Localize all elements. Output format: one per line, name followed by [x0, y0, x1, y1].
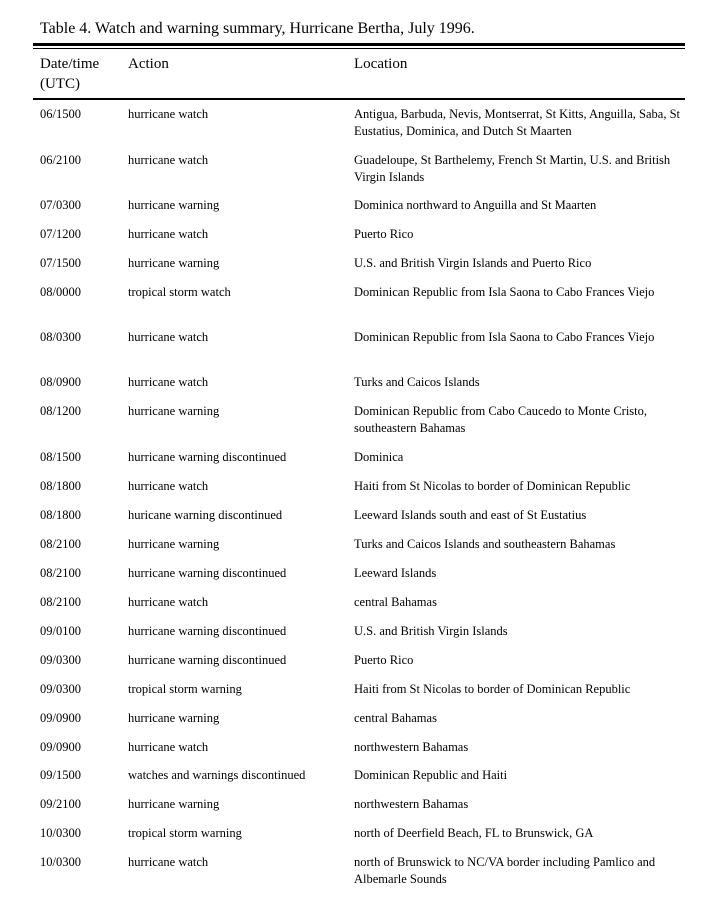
- cell-location: Dominica: [354, 450, 404, 464]
- cell-location: northwestern Bahamas: [354, 797, 469, 811]
- cell-location: Guadeloupe, St Barthelemy, French St Martin, U.S. and British Virgin Islands: [354, 153, 671, 184]
- cell-datetime: 09/0900: [40, 711, 81, 725]
- cell-datetime: 09/0100: [40, 624, 81, 638]
- cell-location: Puerto Rico: [354, 653, 414, 667]
- header-location: Location: [354, 56, 408, 72]
- cell-location: Dominican Republic from Isla Saona to Cabo Frances Viejo: [354, 285, 655, 299]
- cell-datetime: 09/0300: [40, 682, 81, 696]
- cell-action: hurricane watch: [128, 227, 209, 241]
- table-title: Table 4. Watch and warning summary, Hurricane Bertha, July 1996.: [40, 20, 475, 37]
- cell-action: huricane warning discontinued: [128, 508, 283, 522]
- cell-datetime: 09/1500: [40, 768, 81, 782]
- cell-action: tropical storm warning: [128, 826, 242, 840]
- cell-location: Turks and Caicos Islands: [354, 375, 480, 389]
- cell-datetime: 08/2100: [40, 595, 81, 609]
- cell-location: U.S. and British Virgin Islands: [354, 624, 508, 638]
- cell-datetime: 08/2100: [40, 537, 81, 551]
- cell-datetime: 06/2100: [40, 153, 81, 167]
- cell-datetime: 08/1200: [40, 404, 81, 418]
- cell-action: hurricane watch: [128, 479, 209, 493]
- cell-action: hurricane watch: [128, 330, 209, 344]
- cell-action: hurricane warning discontinued: [128, 450, 287, 464]
- cell-datetime: 09/0900: [40, 740, 81, 754]
- cell-datetime: 09/0300: [40, 653, 81, 667]
- cell-action: hurricane warning discontinued: [128, 653, 287, 667]
- cell-location: Puerto Rico: [354, 227, 414, 241]
- header-action: Action: [128, 56, 169, 72]
- cell-action: hurricane warning: [128, 404, 220, 418]
- cell-action: tropical storm watch: [128, 285, 231, 299]
- cell-location: north of Brunswick to NC/VA border including Pamlico and Albemarle Sounds: [354, 855, 656, 886]
- cell-datetime: 10/0300: [40, 826, 81, 840]
- cell-action: hurricane warning: [128, 537, 220, 551]
- cell-action: hurricane watch: [128, 375, 209, 389]
- cell-location: Leeward Islands: [354, 566, 437, 580]
- cell-action: watches and warnings discontinued: [128, 768, 306, 782]
- cell-action: hurricane warning: [128, 711, 220, 725]
- cell-action: hurricane warning: [128, 198, 220, 212]
- cell-location: Dominican Republic from Cabo Caucedo to Monte Cristo, southeastern Bahamas: [354, 404, 648, 435]
- cell-datetime: 08/2100: [40, 566, 81, 580]
- cell-location: north of Deerfield Beach, FL to Brunswick, GA: [354, 826, 594, 840]
- cell-location: Antigua, Barbuda, Nevis, Montserrat, St Kitts, Anguilla, Saba, St Eustatius, Dominica, and Dutch St Maarten: [354, 107, 681, 138]
- cell-action: hurricane watch: [128, 595, 209, 609]
- cell-location: Dominican Republic and Haiti: [354, 768, 508, 782]
- cell-datetime: 07/1200: [40, 227, 81, 241]
- cell-datetime: 09/2100: [40, 797, 81, 811]
- cell-location: central Bahamas: [354, 595, 437, 609]
- cell-action: hurricane warning discontinued: [128, 566, 287, 580]
- cell-action: hurricane watch: [128, 855, 209, 869]
- cell-location: Dominican Republic from Isla Saona to Cabo Frances Viejo: [354, 330, 655, 344]
- cell-action: tropical storm warning: [128, 682, 242, 696]
- cell-location: central Bahamas: [354, 711, 437, 725]
- cell-location: northwestern Bahamas: [354, 740, 469, 754]
- cell-action: hurricane watch: [128, 107, 209, 121]
- cell-datetime: 06/1500: [40, 107, 81, 121]
- cell-datetime: 08/1800: [40, 508, 81, 522]
- cell-action: hurricane warning: [128, 256, 220, 270]
- cell-location: Dominica northward to Anguilla and St Maarten: [354, 198, 597, 212]
- cell-action: hurricane warning: [128, 797, 220, 811]
- cell-location: Haiti from St Nicolas to border of Dominican Republic: [354, 682, 631, 696]
- cell-datetime: 08/1800: [40, 479, 81, 493]
- cell-datetime: 08/0300: [40, 330, 81, 344]
- cell-location: Haiti from St Nicolas to border of Dominican Republic: [354, 479, 631, 493]
- cell-action: hurricane warning discontinued: [128, 624, 287, 638]
- cell-datetime: 08/0900: [40, 375, 81, 389]
- cell-action: hurricane watch: [128, 740, 209, 754]
- cell-location: U.S. and British Virgin Islands and Puerto Rico: [354, 256, 592, 270]
- cell-datetime: 08/1500: [40, 450, 81, 464]
- cell-location: Leeward Islands south and east of St Eustatius: [354, 508, 587, 522]
- header-datetime-line1: Date/time: [40, 56, 100, 72]
- header-datetime-line2: (UTC): [40, 76, 80, 92]
- cell-datetime: 07/1500: [40, 256, 81, 270]
- cell-action: hurricane watch: [128, 153, 209, 167]
- cell-location: Turks and Caicos Islands and southeastern Bahamas: [354, 537, 616, 551]
- cell-datetime: 10/0300: [40, 855, 81, 869]
- cell-datetime: 07/0300: [40, 198, 81, 212]
- cell-datetime: 08/0000: [40, 285, 81, 299]
